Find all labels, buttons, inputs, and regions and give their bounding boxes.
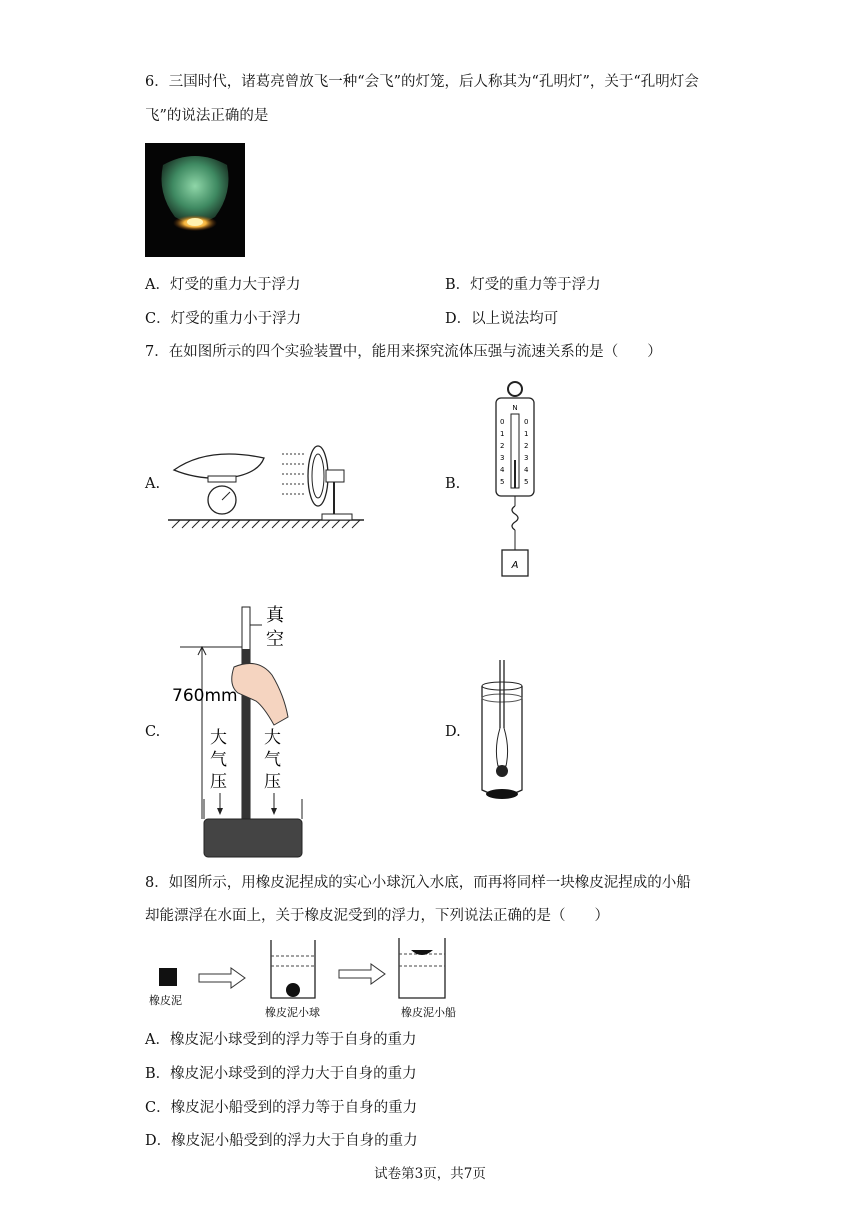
q7-label-c: C. <box>145 724 161 740</box>
q7-label-a: A. <box>145 476 161 492</box>
scale-left-2: 2 <box>500 442 505 450</box>
clay-label: 橡皮泥 <box>149 994 182 1007</box>
vacuum-label-2: 空 <box>266 629 284 650</box>
atm-right-1: 大 <box>264 728 281 748</box>
q6-option-d: D．以上说法均可 <box>445 311 559 327</box>
vacuum-label-1: 真 <box>266 605 284 626</box>
ball-label: 橡皮泥小球 <box>265 1006 320 1019</box>
scale-left-1: 1 <box>500 430 505 438</box>
scale-right-1: 1 <box>524 430 529 438</box>
boat-label: 橡皮泥小船 <box>401 1006 456 1019</box>
q6-option-b: B．灯受的重力等于浮力 <box>445 277 601 293</box>
q6-option-c: C．灯受的重力小于浮力 <box>145 311 302 327</box>
scale-left-5: 5 <box>500 478 505 486</box>
page-footer: 试卷第3页，共7页 <box>374 1166 486 1182</box>
sky-lantern-photo <box>145 143 245 257</box>
height-label: 760mm <box>172 686 238 706</box>
q6-stem-line2: 飞”的说法正确的是 <box>145 108 269 124</box>
figure-hydrometer <box>474 658 530 804</box>
scale-left-0: 0 <box>500 418 505 426</box>
q7-label-b: B. <box>445 476 461 492</box>
scale-right-5: 5 <box>524 478 529 486</box>
figure-torricelli <box>172 603 308 861</box>
scale-right-4: 4 <box>524 466 529 474</box>
figure-spring-scale <box>490 380 540 580</box>
q6-stem-line1: 6．三国时代，诸葛亮曾放飞一种“会飞”的灯笼，后人称其为“孔明灯”，关于“孔明灯会 <box>145 74 699 90</box>
q6-option-a: A．灯受的重力大于浮力 <box>145 277 301 293</box>
q8-stem-line1: 8．如图所示，用橡皮泥捏成的实心小球沉入水底，而再将同样一块橡皮泥捏成的小船 <box>145 875 691 891</box>
q8-option-c: C．橡皮泥小船受到的浮力等于自身的重力 <box>145 1100 418 1116</box>
figure-clay-ball-boat <box>145 936 465 1022</box>
q7-label-d: D. <box>445 724 461 740</box>
q8-option-d: D．橡皮泥小船受到的浮力大于自身的重力 <box>145 1133 418 1149</box>
atm-left-2: 气 <box>210 750 227 770</box>
scale-left-3: 3 <box>500 454 505 462</box>
q7-stem: 7．在如图所示的四个实验装置中，能用来探究流体压强与流速关系的是（ ） <box>145 344 662 360</box>
atm-left-3: 压 <box>210 772 227 792</box>
atm-left-1: 大 <box>210 728 227 748</box>
scale-right-2: 2 <box>524 442 529 450</box>
weight-label: A <box>511 560 519 571</box>
q8-option-a: A．橡皮泥小球受到的浮力等于自身的重力 <box>145 1032 417 1048</box>
atm-right-2: 气 <box>264 750 281 770</box>
q8-stem-line2: 却能漂浮在水面上，关于橡皮泥受到的浮力，下列说法正确的是（ ） <box>145 908 609 924</box>
scale-right-0: 0 <box>524 418 529 426</box>
q8-option-b: B．橡皮泥小球受到的浮力大于自身的重力 <box>145 1066 417 1082</box>
spring-scale-unit: N <box>512 404 518 412</box>
figure-wing-fan <box>168 432 368 532</box>
atm-right-3: 压 <box>264 772 281 792</box>
scale-right-3: 3 <box>524 454 529 462</box>
scale-left-4: 4 <box>500 466 505 474</box>
